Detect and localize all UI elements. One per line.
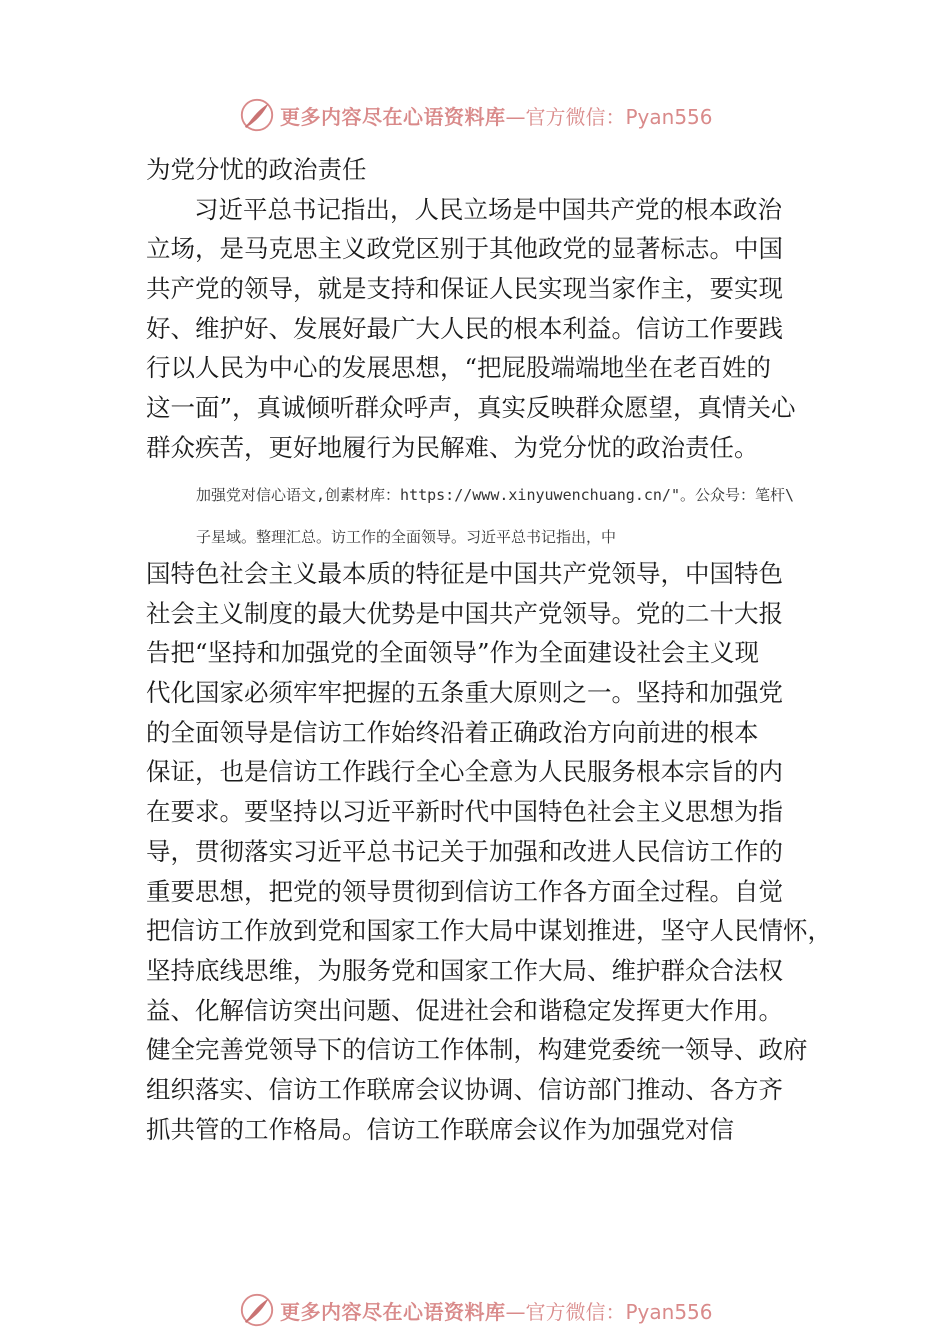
text-line: 社会主义制度的最大优势是中国共产党领导。党的二十大报 xyxy=(146,598,783,628)
text-line: 告把“坚持和加强党的全面领导”作为全面建设社会主义现 xyxy=(146,638,760,668)
header-wechat: —官方微信：Pyan556 xyxy=(505,104,713,129)
inline-note-line: 子星域。整理汇总。访工作的全面领导。习近平总书记指出，中 xyxy=(196,528,617,546)
paragraph-1 xyxy=(146,150,836,468)
text-line: 保证，也是信访工作践行全心全意为人民服务根本宗旨的内 xyxy=(146,757,783,787)
text-line: 导，贯彻落实习近平总书记关于加强和改进人民信访工作的 xyxy=(146,836,783,866)
text-line: 代化国家必须牢牢把握的五条重大原则之一。坚持和加强党 xyxy=(146,678,783,708)
text-line: 在要求。要坚持以习近平新时代中国特色社会主义思想为指 xyxy=(146,797,783,827)
footer-banner xyxy=(238,1290,713,1330)
paragraph-2 xyxy=(146,554,836,1149)
quill-logo-icon xyxy=(238,96,276,134)
text-line: 为党分忧的政治责任 xyxy=(146,155,367,184)
header-brand: 更多内容尽在心语资料库 xyxy=(280,104,506,129)
text-line: 这一面”，真诚倾听群众呼声，真实反映群众愿望，真情关心 xyxy=(146,393,796,423)
text-line: 益、化解信访突出问题、促进社会和谐稳定发挥更大作用。 xyxy=(146,995,783,1025)
text-line: 好、维护好、发展好最广大人民的根本利益。信访工作要践 xyxy=(146,313,783,343)
inline-note-line: 加强党对信心语文,创素材库：https://www.xinyuwenchuang.cn/"。公众号：笔杆\ xyxy=(196,486,795,504)
text-line: 组织落实、信访工作联席会议协调、信访部门推动、各方齐 xyxy=(146,1074,783,1104)
text-line: 立场，是马克思主义政党区别于其他政党的显著标志。中国 xyxy=(146,234,783,264)
text-line: 抓共管的工作格局。信访工作联席会议作为加强党对信 xyxy=(146,1114,734,1144)
text-line: 健全完善党领导下的信访工作体制，构建党委统一领导、政府 xyxy=(146,1035,808,1065)
text-line: 行以人民为中心的发展思想，“把屁股端端地坐在老百姓的 xyxy=(146,353,772,383)
text-line: 共产党的领导，就是支持和保证人民实现当家作主，要实现 xyxy=(146,274,783,304)
footer-brand: 更多内容尽在心语资料库 xyxy=(280,1299,506,1324)
footer-wechat: —官方微信：Pyan556 xyxy=(505,1299,713,1324)
text-line: 习近平总书记指出，人民立场是中国共产党的根本政治 xyxy=(194,194,782,224)
text-line: 坚持底线思维，为服务党和国家工作大局、维护群众合法权 xyxy=(146,955,783,985)
text-line: 的全面领导是信访工作始终沿着正确政治方向前进的根本 xyxy=(146,717,759,747)
text-line: 把信访工作放到党和国家工作大局中谋划推进，坚守人民情怀， xyxy=(146,916,832,946)
text-line: 群众疾苦，更好地履行为民解难、为党分忧的政治责任。 xyxy=(146,432,759,462)
text-line: 重要思想，把党的领导贯彻到信访工作各方面全过程。自觉 xyxy=(146,876,783,906)
text-line: 国特色社会主义最本质的特征是中国共产党领导，中国特色 xyxy=(146,559,783,588)
header-banner xyxy=(238,95,713,135)
quill-logo-icon xyxy=(238,1291,276,1329)
